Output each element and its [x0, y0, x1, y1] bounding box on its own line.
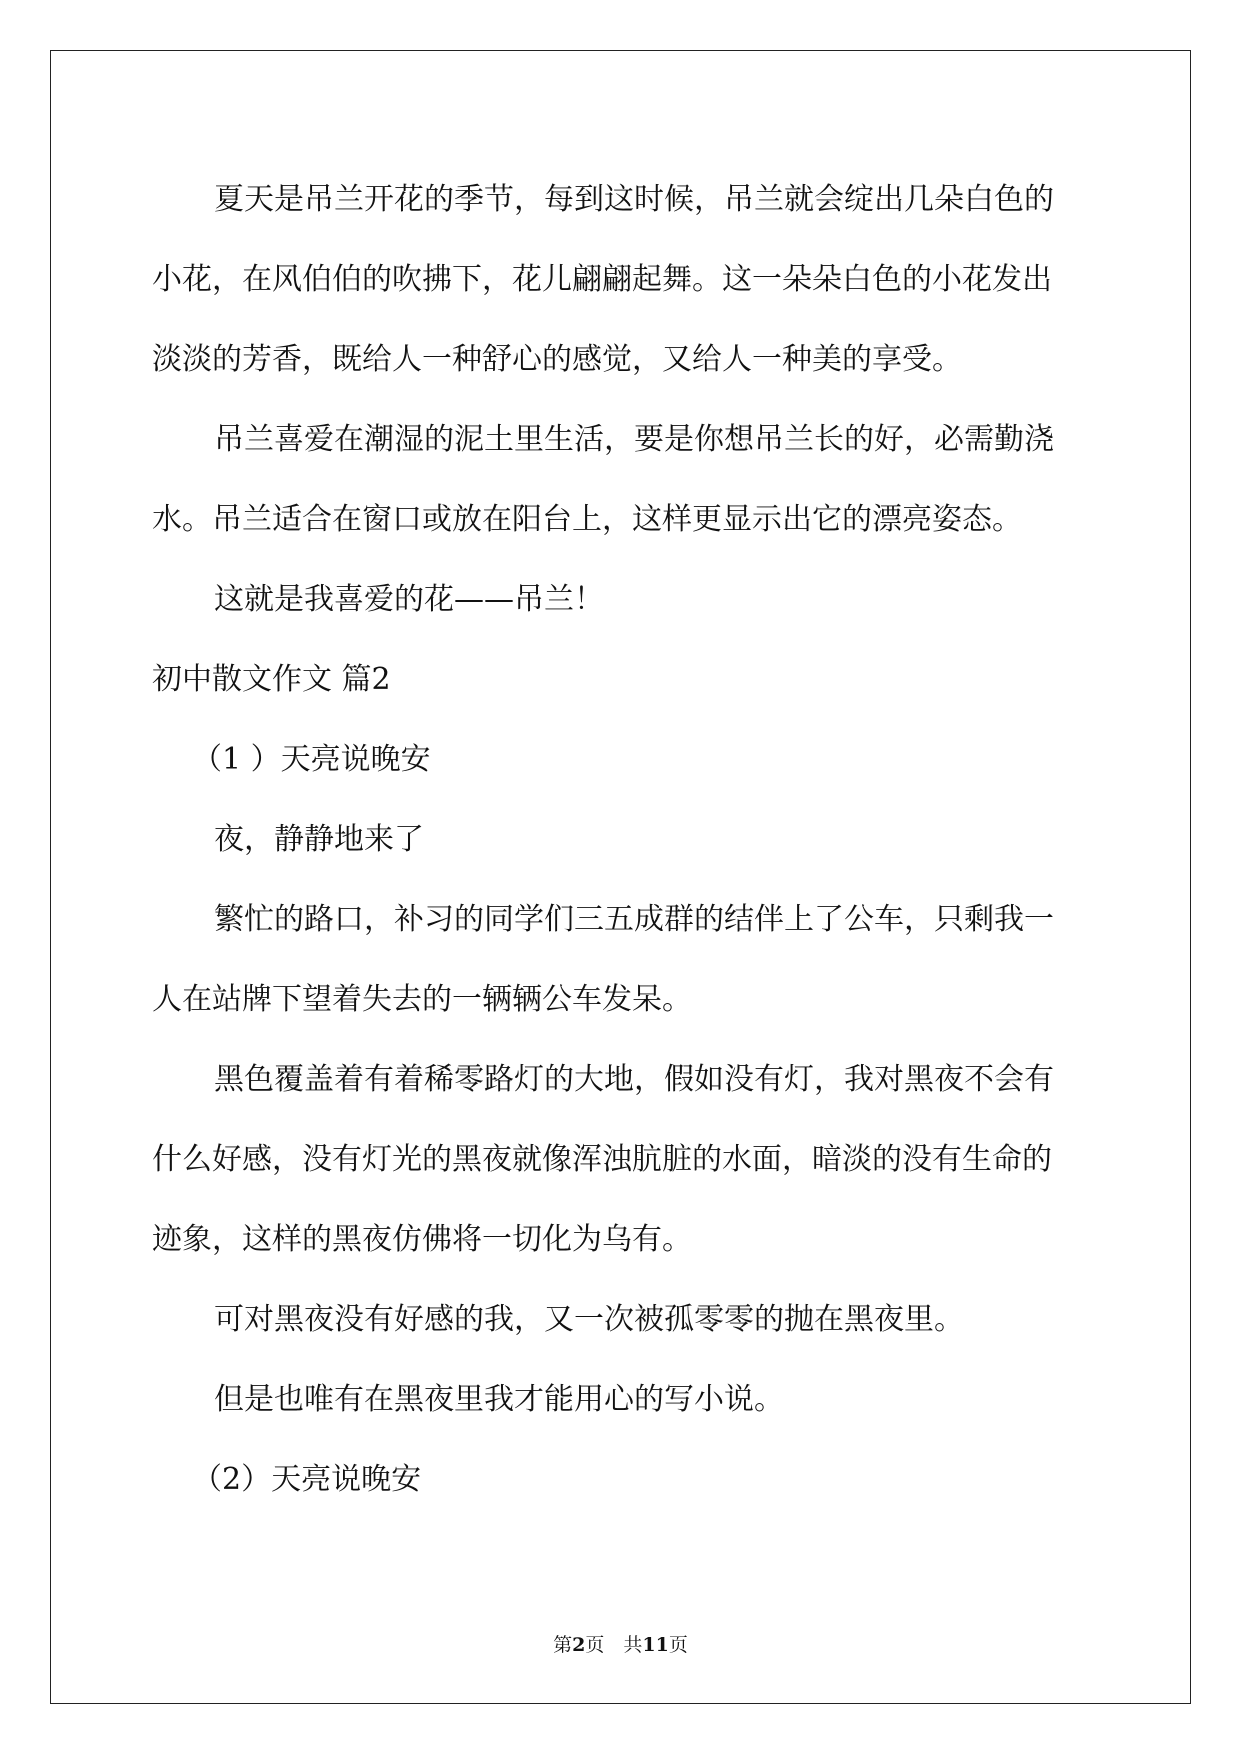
subheading: （2）天亮说晚安 [192, 1462, 422, 1497]
document-body [152, 160, 1097, 1520]
paragraph-line: 迹象，这样的黑夜仿佛将一切化为乌有。 [152, 1222, 692, 1257]
paragraph-line: 小花，在风伯伯的吹拂下，花儿翩翩起舞。这一朵朵白色的小花发出 [152, 262, 1052, 297]
subheading: （1 ）天亮说晚安 [192, 742, 431, 777]
section-heading: 初中散文作文 篇2 [152, 662, 391, 697]
paragraph-line: 繁忙的路口，补习的同学们三五成群的结伴上了公车，只剩我一 [214, 902, 1054, 937]
footer-page-number: 2 [572, 1634, 586, 1656]
paragraph-line: 可对黑夜没有好感的我，又一次被孤零零的抛在黑夜里。 [214, 1302, 964, 1337]
footer-prefix: 第 [553, 1634, 573, 1656]
paragraph-line: 这就是我喜爱的花——吊兰！ [214, 582, 604, 617]
paragraph-line: 夏天是吊兰开花的季节，每到这时候，吊兰就会绽出几朵白色的 [214, 182, 1054, 217]
page-footer [0, 1630, 1241, 1657]
footer-total-pages: 11 [642, 1634, 669, 1656]
footer-suffix: 页 [668, 1634, 688, 1656]
paragraph-line: 吊兰喜爱在潮湿的泥土里生活，要是你想吊兰长的好，必需勤浇 [214, 422, 1054, 457]
footer-mid: 页 共 [585, 1634, 643, 1656]
paragraph-line: 但是也唯有在黑夜里我才能用心的写小说。 [214, 1382, 784, 1417]
paragraph-line: 水。吊兰适合在窗口或放在阳台上，这样更显示出它的漂亮姿态。 [152, 502, 1022, 537]
paragraph-line: 黑色覆盖着有着稀零路灯的大地，假如没有灯，我对黑夜不会有 [214, 1062, 1054, 1097]
paragraph-line: 淡淡的芳香，既给人一种舒心的感觉，又给人一种美的享受。 [152, 342, 962, 377]
paragraph-line: 夜，静静地来了 [214, 822, 424, 857]
paragraph-line: 人在站牌下望着失去的一辆辆公车发呆。 [152, 982, 692, 1017]
paragraph-line: 什么好感，没有灯光的黑夜就像浑浊肮脏的水面，暗淡的没有生命的 [152, 1142, 1052, 1177]
